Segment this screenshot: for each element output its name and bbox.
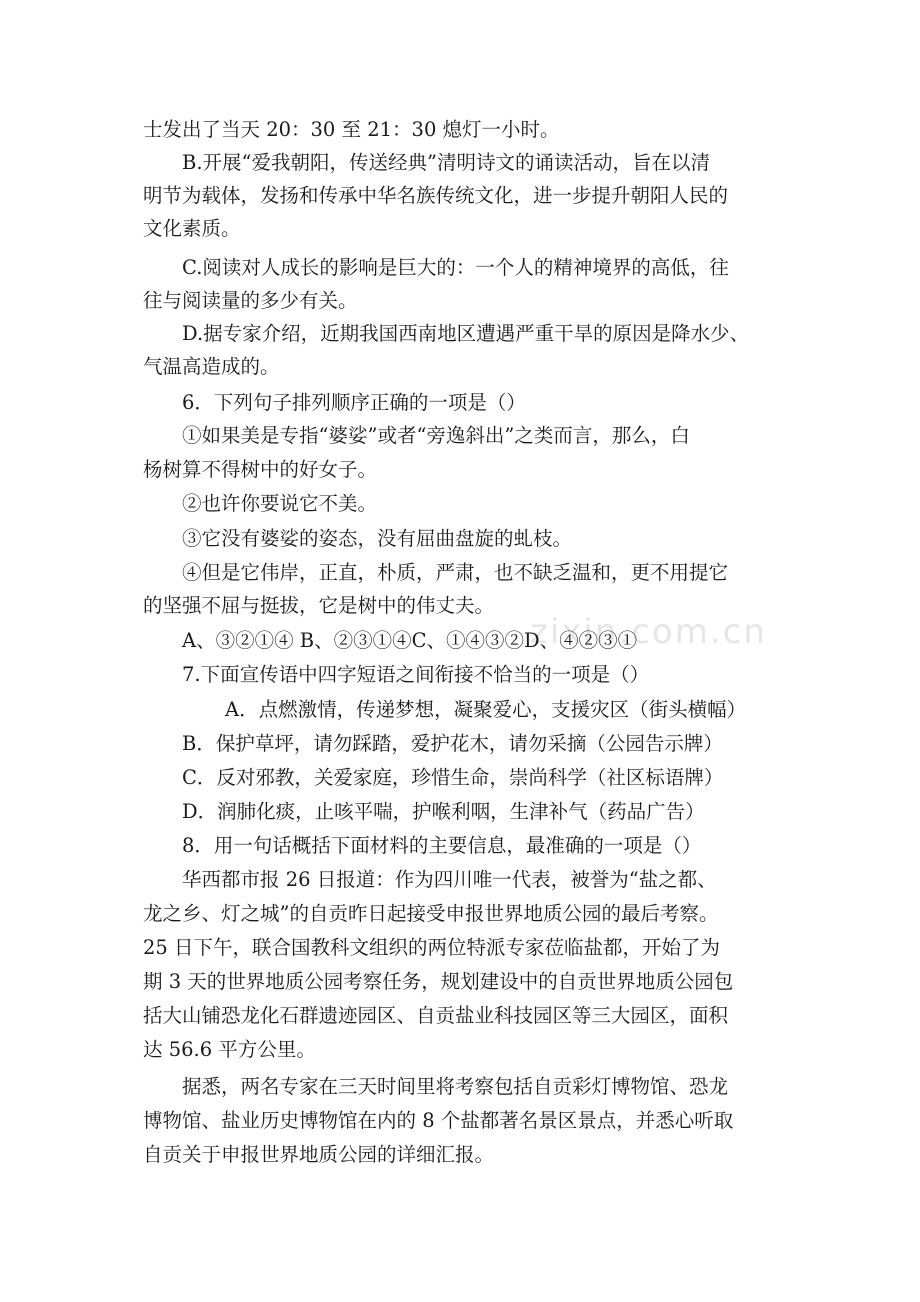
question-8: 8．用一句话概括下面材料的主要信息，最准确的一项是（）	[182, 834, 702, 857]
text-line: 文化素质。	[143, 217, 241, 240]
text-line: B.开展“爱我朝阳，传送经典”清明诗文的诵读活动，旨在以清	[182, 151, 710, 174]
text-line: 据悉，两名专家在三天时间里将考察包括自贡彩灯博物馆、恐龙	[182, 1075, 729, 1098]
option-b: B．保护草坪，请勿踩踏，爱护花木，请勿采摘（公园告示牌）	[182, 732, 723, 755]
option-a: A．点燃激情，传递梦想，凝聚爱心，支援灾区（街头横幅）	[225, 698, 747, 721]
text-line: 杨树算不得树中的好女子。	[143, 458, 378, 481]
text-line: ③它没有婆娑的姿态，没有屈曲盘旋的虬枝。	[182, 527, 573, 550]
text-line: ②也许你要说它不美。	[182, 492, 378, 515]
text-line: D.据专家介绍，近期我国西南地区遭遇严重干旱的原因是降水少、	[182, 322, 750, 345]
text-line: 士发出了当天 20：30 至 21：30 熄灯一小时。	[143, 118, 560, 141]
question-7: 7.下面宣传语中四字短语之间衔接不恰当的一项是（）	[182, 663, 650, 686]
text-line: 气温高造成的。	[143, 355, 280, 378]
option-c: C．反对邪教，关爱家庭，珍惜生命，崇尚科学（社区标语牌）	[182, 766, 724, 789]
text-line: 25 日下午，联合国教科文组织的两位特派专家莅临盐都，开始了为	[143, 936, 721, 959]
text-line: ④但是它伟岸，正直，朴质，严肃，也不缺乏温和，更不用提它	[182, 561, 729, 584]
answer-options-6: A、③②①④ B、②③①④C、①④③②D、④②③①	[182, 629, 638, 652]
text-line: ①如果美是专指“婆娑”或者“旁逸斜出”之类而言，那么，白	[182, 424, 690, 447]
text-line: 期 3 天的世界地质公园考察任务，规划建设中的自贡世界地质公园包	[143, 970, 734, 993]
watermark: zixin.com.cn	[530, 612, 767, 652]
text-line: 华西都市报 26 日报道：作为四川唯一代表，被誉为“盐之都、	[182, 868, 717, 891]
text-line: 龙之乡、灯之城”的自贡昨日起接受申报世界地质公园的最后考察。	[143, 902, 719, 925]
text-line: 达 56.6 平方公里。	[143, 1038, 316, 1061]
text-line: 博物馆、盐业历史博物馆在内的 8 个盐都著名景区景点，并悉心听取	[143, 1109, 734, 1132]
question-6: 6．下列句子排列顺序正确的一项是（）	[182, 391, 526, 414]
text-line: C.阅读对人成长的影响是巨大的：一个人的精神境界的高低，往	[182, 256, 729, 279]
text-line: 自贡关于申报世界地质公园的详细汇报。	[143, 1143, 495, 1166]
text-line: 明节为载体，发扬和传承中华名族传统文化，进一步提升朝阳人民的	[143, 184, 729, 207]
text-line: 的坚强不屈与挺拔，它是树中的伟丈夫。	[143, 594, 495, 617]
option-d: D．润肺化痰，止咳平喘，护喉利咽，生津补气（药品广告）	[182, 800, 705, 823]
text-line: 往与阅读量的多少有关。	[143, 289, 358, 312]
text-line: 括大山铺恐龙化石群遗迹园区、自贡盐业科技园区等三大园区，面积	[143, 1004, 729, 1027]
